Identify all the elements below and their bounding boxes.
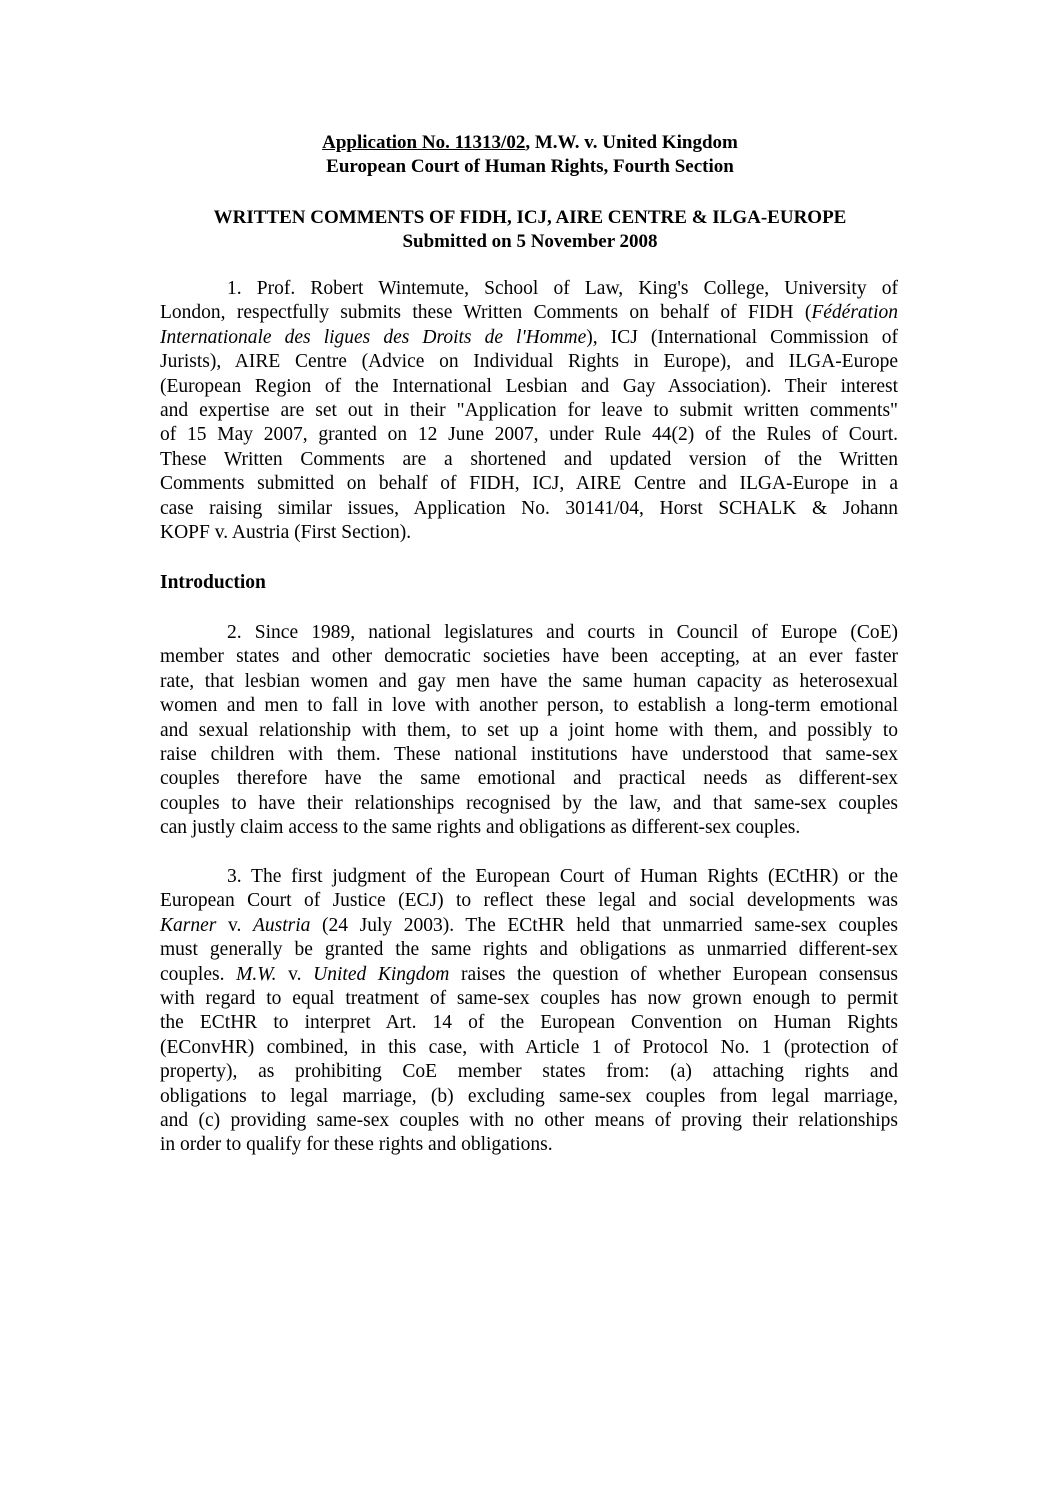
p1-line: of 15 May 2007, granted on 12 June 2007, under Rule 44(2) of the Rules of Court. [160,424,898,446]
p3-line: 3. The first judgment of the European Court of Human Rights (ECtHR) or the [227,866,898,887]
p3-line: must generally be granted the same rights and obligations as unmarried different-sex [160,939,898,961]
p1-line: 1. Prof. Robert Wintemute, School of Law, King's College, University of [227,278,898,299]
p2-line: couples therefore have the same emotional and practical needs as different-sex [160,768,898,790]
p2-line: and sexual relationship with them, to set up a joint home with them, and possibly to [160,719,898,741]
p1-line: (European Region of the International Lesbian and Gay Association). Their interest [160,375,898,397]
p2-line: 2. Since 1989, national legislatures and courts in Council of Europe (CoE) [227,622,898,643]
paragraph-2 [160,621,898,841]
p1-line: London, respectfully submits these Written Comments on behalf of FIDH (Fédération [160,302,898,324]
p1-line: case raising similar issues, Application No. 30141/04, Horst SCHALK & Johann [160,497,898,519]
section-title-introduction: Introduction [160,572,266,593]
p1-line: Comments submitted on behalf of FIDH, ICJ, AIRE Centre and ILGA-Europe in a [160,473,898,495]
court-name: European Court of Human Rights, Fourth Section [326,156,734,177]
p2-line: can justly claim access to the same rights and obligations as different-sex couples. [160,817,801,839]
p1-line: KOPF v. Austria (First Section). [160,522,412,544]
p3-line: European Court of Justice (ECJ) to reflect these legal and social developments was [160,890,898,912]
p2-line: women and men to fall in love with another person, to establish a long-term emotional [160,695,898,717]
case-title: , M.W. v. United Kingdom [525,132,738,153]
document-title-block [160,206,900,254]
p1-line: Internationale des ligues des Droits de l'Homme), ICJ (International Commission of [160,326,898,348]
p3-line: and (c) providing same-sex couples with no other means of proving their relationships [160,1110,898,1132]
case-heading [160,131,900,179]
paragraph-1 [160,277,898,545]
p3-line: with regard to equal treatment of same-sex couples has now grown enough to permit [160,988,898,1010]
case-line [160,131,900,155]
p3-line: in order to qualify for these rights and obligations. [160,1134,553,1156]
paragraph-3 [160,865,898,1158]
p3-line: Karner v. Austria (24 July 2003). The ECtHR held that unmarried same-sex couples [160,914,899,936]
p2-line: couples to have their relationships recognised by the law, and that same-sex couples [160,792,898,814]
p3-line: (EConvHR) combined, in this case, with Article 1 of Protocol No. 1 (protection of [160,1036,898,1058]
p3-line: property), as prohibiting CoE member states from: (a) attaching rights and [160,1061,898,1083]
p2-line: rate, that lesbian women and gay men have the same human capacity as heterosexual [160,670,898,692]
p1-line: and expertise are set out in their "Application for leave to submit written comments" [160,400,898,422]
p3-line: obligations to legal marriage, (b) excluding same-sex couples from legal marriage, [160,1085,898,1107]
p1-line: Jurists), AIRE Centre (Advice on Individual Rights in Europe), and ILGA-Europe [160,351,898,373]
p2-line: member states and other democratic societies have been accepting, at an ever faster [160,646,898,668]
p1-line: These Written Comments are a shortened and updated version of the Written [160,448,898,470]
submission-date: Submitted on 5 November 2008 [402,231,658,252]
case-number: Application No. 11313/02 [322,132,526,153]
document-title: WRITTEN COMMENTS OF FIDH, ICJ, AIRE CENTRE & ILGA-EUROPE [213,207,847,228]
p2-line: raise children with them. These national institutions have understood that same-sex [160,744,898,766]
p3-line: couples. M.W. v. United Kingdom raises the question of whether European consensus [160,963,898,985]
p3-line: the ECtHR to interpret Art. 14 of the European Convention on Human Rights [160,1012,898,1034]
